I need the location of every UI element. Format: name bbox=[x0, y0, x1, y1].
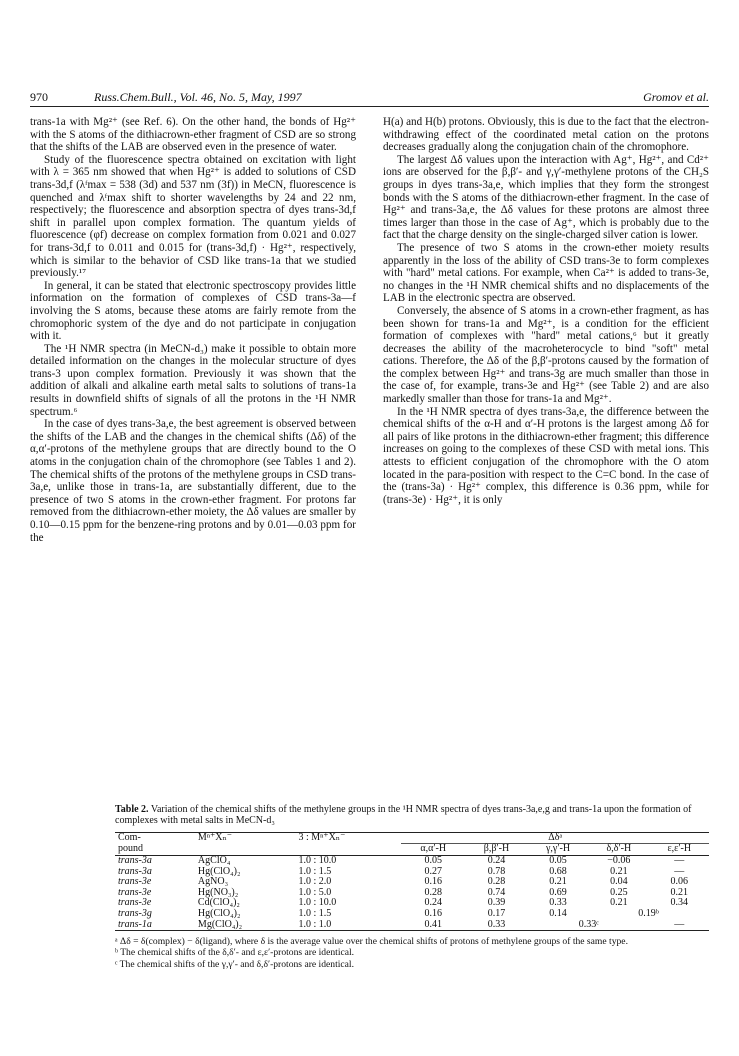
cell-compound: trans-3e bbox=[118, 876, 152, 888]
cell-alpha: 0.05 bbox=[424, 855, 442, 866]
paragraph: The ¹H NMR spectra (in MeCN-d₃) make it possible to obtain more detailed information on the changes in the molecular structure of dyes trans-3 upon complex formation. Previously it was shown that the addition of alkali and alkaline earth metal salts to solutions of trans-1a results in downfield shifts of signals of all the protons in the ¹H NMR spectrum.⁶ bbox=[30, 342, 356, 418]
paragraph: The presence of two S atoms in the crown-ether moiety results apparently in the loss of the ability of CSD trans-3e to form complexes with "hard" metal cations. For example, when Ca²⁺ is added to trans-3e, no changes in the ¹H NMR chemical shifts and no displacements of the LAB in the electronic spectra are observed. bbox=[383, 241, 709, 305]
table-row bbox=[115, 909, 709, 920]
cell-delta: 0.21 bbox=[610, 897, 628, 909]
cell-ratio: 1.0 : 10.0 bbox=[298, 897, 337, 909]
cell-compound: trans-3e bbox=[118, 897, 152, 909]
cell-beta: 0.39 bbox=[487, 897, 506, 909]
table-2 bbox=[115, 804, 709, 970]
right-column bbox=[383, 116, 709, 506]
cell-delta: 0.25 bbox=[610, 886, 628, 898]
cell-alpha: 0.24 bbox=[424, 897, 442, 909]
cell-epsilon: — bbox=[674, 855, 685, 866]
data-table bbox=[115, 832, 709, 931]
footnote: ᵃ Δδ = δ(complex) − δ(ligand), where δ is the average value over the chemical shifts of protons of methylene groups of the same type. bbox=[115, 936, 628, 948]
column-header-beta: β,β′-H bbox=[465, 844, 528, 856]
cell-alpha: 0.41 bbox=[424, 918, 442, 930]
cell-ratio: 1.0 : 10.0 bbox=[298, 855, 337, 866]
cell-gamma: 0.05 bbox=[549, 855, 567, 866]
cell-alpha: 0.16 bbox=[424, 907, 442, 919]
cell-salt: AgNO₃ bbox=[197, 876, 229, 888]
table-caption bbox=[115, 804, 709, 827]
cell-delta: 0.21 bbox=[610, 865, 628, 877]
cell-beta: 0.24 bbox=[487, 855, 506, 866]
cell-gamma: 0.21 bbox=[549, 876, 567, 888]
cell-delta: 0.04 bbox=[610, 876, 628, 888]
cell-epsilon: 0.06 bbox=[670, 876, 689, 888]
paragraph: In the ¹H NMR spectra of dyes trans-3a,e, the difference between the chemical shifts of the α-H and α′-H protons is the largest among Δδ for all pairs of like protons in the dithiacrown-ether fragment; this difference increases on going to the complexes of these CSD with metal ions. This attests to efficient conjugation of the chromophore with the O atom located in the para-position with respect to the C=C bond. In the case of the (trans-3a) · Hg²⁺ complex, this difference is 0.36 ppm, while for (trans-3e) · Hg²⁺, it is only bbox=[383, 405, 709, 506]
running-authors: Gromov et al. bbox=[643, 90, 709, 104]
cell-gamma: 0.33 bbox=[549, 897, 567, 909]
cell-beta: 0.33 bbox=[487, 918, 506, 930]
cell-salt: Cd(ClO₄)₂ bbox=[197, 897, 240, 909]
table-subheader-row bbox=[115, 844, 709, 856]
cell-delta-epsilon: 0.19ᵇ bbox=[638, 907, 659, 919]
table-row bbox=[115, 920, 709, 931]
cell-epsilon: — bbox=[674, 918, 685, 930]
left-column bbox=[30, 116, 356, 544]
running-header bbox=[30, 88, 709, 107]
cell-beta: 0.17 bbox=[487, 907, 506, 919]
column-header-compound: Com- bbox=[118, 832, 141, 844]
column-header-salt: Mⁿ⁺Xₙ⁻ bbox=[197, 832, 233, 844]
column-header-delta: Δδᵃ bbox=[548, 831, 563, 843]
cell-epsilon: 0.34 bbox=[670, 897, 689, 909]
column-header-alpha: α,α′-H bbox=[401, 844, 465, 856]
column-header-ratio: 3 : Mⁿ⁺Xₙ⁻ bbox=[298, 832, 346, 844]
cell-epsilon: 0.21 bbox=[670, 886, 689, 898]
cell-ratio: 1.0 : 2.0 bbox=[298, 876, 332, 888]
cell-compound: trans-1a bbox=[118, 918, 152, 930]
cell-compound: trans-3a bbox=[118, 855, 152, 866]
cell-gamma: 0.68 bbox=[549, 865, 567, 877]
paragraph: H(a) and H(b) protons. Obviously, this is due to the fact that the electron-withdrawing effect of the coordinated metal cation on the protons decreases gradually along the conjugation chain of the chromophore. bbox=[383, 116, 709, 154]
cell-ratio: 1.0 : 1.5 bbox=[298, 907, 332, 919]
cell-delta: −0.06 bbox=[607, 855, 631, 866]
footnote: ᵇ The chemical shifts of the δ,δ′- and ε,ε′-protons are identical. bbox=[115, 947, 355, 959]
cell-ratio: 1.0 : 1.0 bbox=[298, 918, 332, 930]
cell-gamma-delta: 0.33ᶜ bbox=[578, 918, 599, 930]
column-header-delta-h: δ,δ′-H bbox=[588, 844, 649, 856]
cell-salt: AgClO₄ bbox=[197, 855, 231, 866]
footnote: ᶜ The chemical shifts of the γ,γ′- and δ,δ′-protons are identical. bbox=[115, 958, 354, 970]
cell-gamma: 0.69 bbox=[549, 886, 567, 898]
column-header-compound-cont: pound bbox=[118, 843, 143, 855]
table-label: Table 2. bbox=[115, 804, 149, 815]
table-footnotes bbox=[115, 936, 709, 970]
cell-beta: 0.28 bbox=[487, 876, 506, 888]
paragraph: In general, it can be stated that electronic spectroscopy provides little information on the formation of complexes of CSD trans-3a—f involving the S atoms, because these atoms are fairly remote from the chromophoric system of the dye and do not participate in conjugation with it. bbox=[30, 279, 356, 343]
cell-compound: trans-3g bbox=[118, 907, 152, 919]
cell-epsilon: — bbox=[674, 865, 685, 877]
paragraph: The largest Δδ values upon the interaction with Ag⁺, Hg²⁺, and Cd²⁺ ions are observed for the β,β′- and γ,γ′-methylene protons of the CH₂S groups in dyes trans-3a,e, which implies that they form the strongest bonds with the S atoms of the dithiacrown-ether fragment. In the case of Hg²⁺ and trans-3a,e, the Δδ values for these protons are almost three times larger than those in the case of Ag⁺, which is probably due to the fact that the charge density on the single-charged silver cation is lower. bbox=[383, 153, 709, 242]
cell-salt: Mg(ClO₄)₂ bbox=[197, 918, 243, 930]
paragraph: Conversely, the absence of S atoms in a crown-ether fragment, as has been shown for trans-1a and Mg²⁺, is a condition for the efficient formation of complexes with "hard" metal cations,⁶ but it greatly decreases the ability of the macroheterocycle to bind "soft" metal cations. Therefore, the Δδ of the β,β′-protons caused by the formation of the complex between Hg²⁺ and trans-3g are much smaller than those in the case of, for example, trans-3e and Hg²⁺ (see Table 2) and are also markedly smaller than those for trans-1a and Mg²⁺. bbox=[383, 304, 709, 406]
cell-salt: Hg(ClO₄)₂ bbox=[197, 907, 241, 919]
cell-alpha: 0.27 bbox=[424, 865, 442, 877]
page-number: 970 bbox=[30, 90, 48, 104]
cell-ratio: 1.0 : 5.0 bbox=[298, 886, 332, 898]
table-header-row bbox=[115, 832, 709, 844]
cell-compound: trans-3a bbox=[118, 865, 152, 877]
cell-salt: Hg(NO₃)₂ bbox=[197, 886, 239, 898]
column-header-epsilon: ε,ε′-H bbox=[650, 844, 709, 856]
cell-compound: trans-3e bbox=[118, 886, 152, 898]
cell-beta: 0.78 bbox=[487, 865, 506, 877]
table-row bbox=[115, 856, 709, 867]
cell-salt: Hg(ClO₄)₂ bbox=[197, 865, 241, 877]
table-caption-text: Variation of the chemical shifts of the methylene groups in the ¹H NMR spectra of dyes trans-3a,e,g and trans-1a upon the formation of complexes with metal salts in MeCN-d₃ bbox=[115, 804, 692, 827]
paragraph: In the case of dyes trans-3a,e, the best agreement is observed between the shifts of the LAB and the changes in the chemical shifts (Δδ) of the α,α′-protons of the methylene groups that are directly bound to the O atoms in the conjugation chain of the chromophore (see Tables 1 and 2). The chemical shifts of the protons of the methylene groups in CSD trans-3a,e, unlike those in trans-1a, are substantially different, due to the presence of two S atoms in the crown-ether fragment. For protons far removed from the dithiacrown-ether moiety, the Δδ values are smaller by 0.10—0.15 ppm for the benzene-ring protons and by 0.01—0.03 ppm for the bbox=[30, 418, 356, 544]
column-header-gamma: γ,γ′-H bbox=[528, 844, 588, 856]
cell-gamma: 0.14 bbox=[549, 907, 567, 919]
journal-citation: Russ.Chem.Bull., Vol. 46, No. 5, May, 1997 bbox=[94, 90, 302, 104]
paragraph: trans-1a with Mg²⁺ (see Ref. 6). On the other hand, the bonds of Hg²⁺ with the S atoms of the dithiacrown-ether fragment of CSD are so strong that the shifts of the LAB are observed even in the presence of water. bbox=[30, 116, 356, 154]
cell-alpha: 0.28 bbox=[424, 886, 442, 898]
cell-beta: 0.74 bbox=[487, 886, 506, 898]
paragraph: Study of the fluorescence spectra obtained on excitation with light with λ = 365 nm showed that when Hg²⁺ is added to solutions of CSD trans-3d,f (λᶠmax = 538 (3d) and 537 nm (3f)) in MeCN, fluorescence is quenched and λᶠmax shift to shorter wavelengths by 24 and 22 nm, respectively; the fluorescence and absorption spectra of dyes trans-3d,f shift in parallel upon complex formation. The quantum yields of fluorescence (φf) decrease on complex formation from 0.021 and 0.027 for trans-3d,f to 0.011 and 0.015 for (trans-3d,f) · Hg²⁺, respectively, which is similar to the behavior of CSD like trans-1a that we studied previously.¹⁷ bbox=[30, 153, 356, 280]
cell-alpha: 0.16 bbox=[424, 876, 442, 888]
cell-ratio: 1.0 : 1.5 bbox=[298, 865, 332, 877]
